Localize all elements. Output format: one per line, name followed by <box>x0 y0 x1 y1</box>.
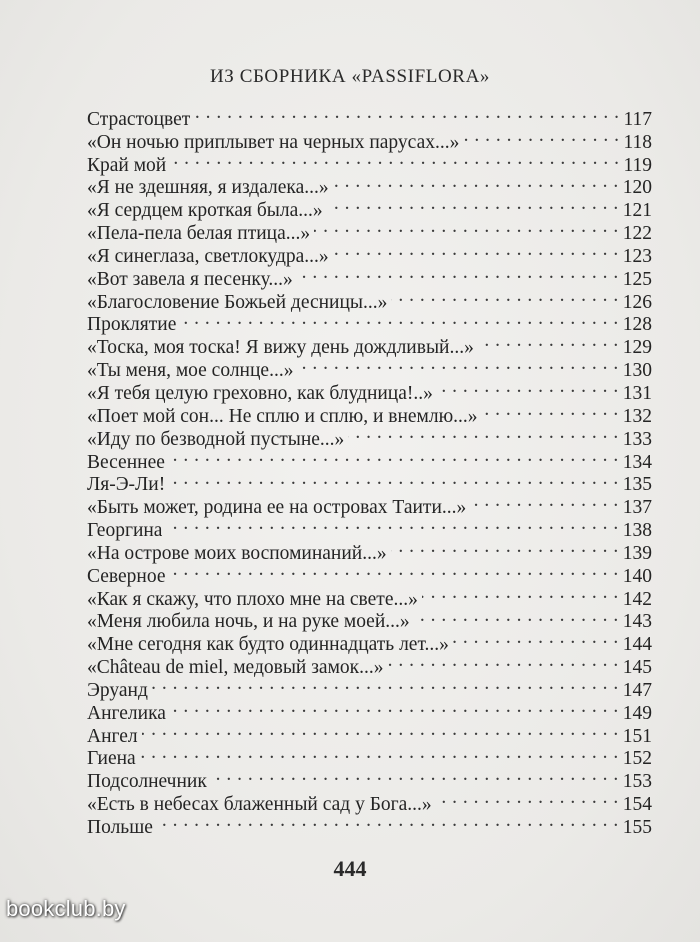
toc-leader-dots <box>297 262 619 285</box>
toc-leader-dots <box>169 468 619 491</box>
toc-leader-dots <box>314 216 619 239</box>
toc-entry-page: 119 <box>623 154 652 176</box>
toc-entry-page: 145 <box>622 657 652 679</box>
toc-leader-dots <box>211 764 619 787</box>
toc-entry-title: Польше <box>87 817 153 838</box>
page-number: 444 <box>333 856 367 881</box>
toc-entry-title: Ангел <box>87 725 138 747</box>
toc-leader-dots <box>437 376 619 399</box>
toc-entry-page: 129 <box>622 337 652 359</box>
toc-entry-title: «Иду по безводной пустыне...» <box>87 428 345 450</box>
toc-leader-dots <box>414 605 619 628</box>
toc-entry-page: 133 <box>622 428 652 450</box>
toc-leader-dots <box>453 627 619 650</box>
toc-leader-dots <box>169 445 619 468</box>
toc-entry <box>87 696 652 724</box>
toc-entry <box>87 445 652 473</box>
toc-entry-title: «Поет мой сон... Не сплю и сплю, и внемлю...» <box>87 405 478 427</box>
toc-entry <box>87 582 652 610</box>
toc-entry-page: 147 <box>622 679 652 701</box>
toc-entry <box>87 148 652 176</box>
toc-entry-page: 123 <box>622 245 652 267</box>
toc-leader-dots <box>169 559 618 582</box>
toc-entry <box>87 742 652 770</box>
toc-entry-page: 155 <box>622 817 652 838</box>
toc-leader-dots <box>333 239 619 262</box>
toc-leader-dots <box>478 330 619 353</box>
toc-entry-title: «Он ночью приплывет на черных парусах...» <box>87 131 460 153</box>
toc-entry-title: Ля-Э-Ли! <box>87 474 166 496</box>
toc-leader-dots <box>327 193 619 216</box>
toc-leader-dots <box>157 810 619 833</box>
toc-entry-title: «Как я скажу, что плохо мне на свете...» <box>87 588 418 610</box>
toc-entry <box>87 468 652 496</box>
toc-entry <box>87 810 652 838</box>
toc-entry-title: «Ты меня, мое солнце...» <box>87 360 294 382</box>
toc-leader-dots <box>388 650 619 673</box>
toc-entry-title: Северное <box>87 565 166 587</box>
toc-leader-dots <box>140 742 619 765</box>
toc-entry-page: 134 <box>622 451 652 473</box>
toc-entry-title: «Есть в небесах блаженный сад у Бога...» <box>87 794 432 816</box>
toc-entry-page: 153 <box>622 771 652 793</box>
toc-entry-page: 151 <box>622 725 652 747</box>
toc-entry-title: «Я сердцем кроткая была...» <box>87 200 323 222</box>
toc-entry-title: «Я тебя целую греховно, как блудница!..» <box>87 382 433 404</box>
toc-entry-page: 149 <box>622 702 652 724</box>
toc-leader-dots <box>482 399 619 422</box>
toc-entry-title: «Пела-пела белая птица...» <box>87 223 311 245</box>
toc-entry-page: 117 <box>623 108 652 130</box>
toc-leader-dots <box>470 490 618 513</box>
toc-leader-dots <box>170 696 619 719</box>
toc-entry-title: «На острове моих воспоминаний...» <box>87 542 387 564</box>
toc-entry-title: Страстоцвет <box>87 108 191 130</box>
toc-entry-page: 139 <box>622 542 652 564</box>
toc-entry <box>87 102 652 130</box>
table-of-contents <box>87 102 652 838</box>
toc-leader-dots <box>463 125 619 148</box>
toc-entry <box>87 490 652 519</box>
toc-leader-dots <box>142 719 619 742</box>
toc-entry-page: 138 <box>622 520 652 542</box>
toc-entry-title: Георгина <box>87 520 163 542</box>
toc-entry-title: Эруанд <box>87 679 148 701</box>
toc-entry-title: «Благословение Божьей десницы...» <box>87 291 388 313</box>
toc-leader-dots <box>333 171 619 194</box>
toc-entry-title: «Быть может, родина ее на островах Таити...» <box>87 497 467 519</box>
toc-leader-dots <box>180 308 618 331</box>
toc-entry-page: 137 <box>622 497 652 519</box>
toc-entry-title: «Вот завела я песенку...» <box>87 268 293 290</box>
toc-entry <box>87 764 652 793</box>
toc-entry-title: «Я не здешняя, я издалека...» <box>87 177 329 199</box>
toc-entry-page: 131 <box>622 382 652 404</box>
toc-entry-page: 135 <box>622 474 652 496</box>
toc-leader-dots <box>348 422 618 445</box>
toc-leader-dots <box>297 353 618 376</box>
toc-entry <box>87 171 652 199</box>
toc-leader-dots <box>152 673 619 696</box>
toc-entry <box>87 536 652 564</box>
toc-entry-title: «Меня любила ночь, и на руке моей...» <box>87 611 410 633</box>
toc-leader-dots <box>422 582 619 605</box>
toc-entry-page: 118 <box>623 131 652 153</box>
toc-entry-page: 121 <box>622 200 652 222</box>
toc-entry-page: 120 <box>622 177 652 199</box>
toc-entry-page: 126 <box>622 291 652 313</box>
toc-entry-page: 144 <box>622 634 652 656</box>
toc-entry-page: 130 <box>622 360 652 382</box>
toc-entry-title: «Тоска, моя тоска! Я вижу день дождливый...» <box>87 337 474 359</box>
toc-entry-title: Гиена <box>87 748 136 770</box>
toc-leader-dots <box>391 285 618 308</box>
toc-entry-page: 132 <box>622 405 652 427</box>
toc-leader-dots <box>166 513 618 536</box>
watermark: bookclub.by <box>6 896 126 921</box>
toc-entry-title: «Я синеглаза, светлокудра...» <box>87 245 329 267</box>
toc-leader-dots <box>391 536 619 559</box>
toc-entry-page: 154 <box>622 794 652 816</box>
toc-entry-page: 143 <box>622 611 652 633</box>
toc-leader-dots <box>436 787 619 810</box>
toc-entry-title: Весеннее <box>87 451 165 473</box>
toc-entry-title: Ангелика <box>87 702 166 724</box>
toc-entry-title: «Мне сегодня как будто одиннадцать лет...» <box>87 634 449 656</box>
toc-entry <box>87 673 652 701</box>
toc-entry <box>87 513 652 542</box>
toc-entry <box>87 559 652 587</box>
toc-entry-title: Проклятие <box>87 314 177 336</box>
toc-entry-page: 152 <box>622 748 652 770</box>
toc-leader-dots <box>194 102 619 125</box>
toc-entry <box>87 719 652 747</box>
toc-entry-title: «Château de miel, медовый замок...» <box>87 657 384 679</box>
toc-entry-page: 128 <box>622 314 652 336</box>
toc-entry-page: 140 <box>622 565 652 587</box>
toc-entry-page: 125 <box>622 268 652 290</box>
toc-entry-title: Край мой <box>87 154 167 176</box>
toc-entry-page: 142 <box>622 588 652 610</box>
toc-leader-dots <box>170 148 619 171</box>
toc-entry-page: 122 <box>622 223 652 245</box>
toc-entry-title: Подсолнечник <box>87 771 207 793</box>
section-title: ИЗ СБОРНИКА «PASSIFLORA» <box>209 66 490 87</box>
